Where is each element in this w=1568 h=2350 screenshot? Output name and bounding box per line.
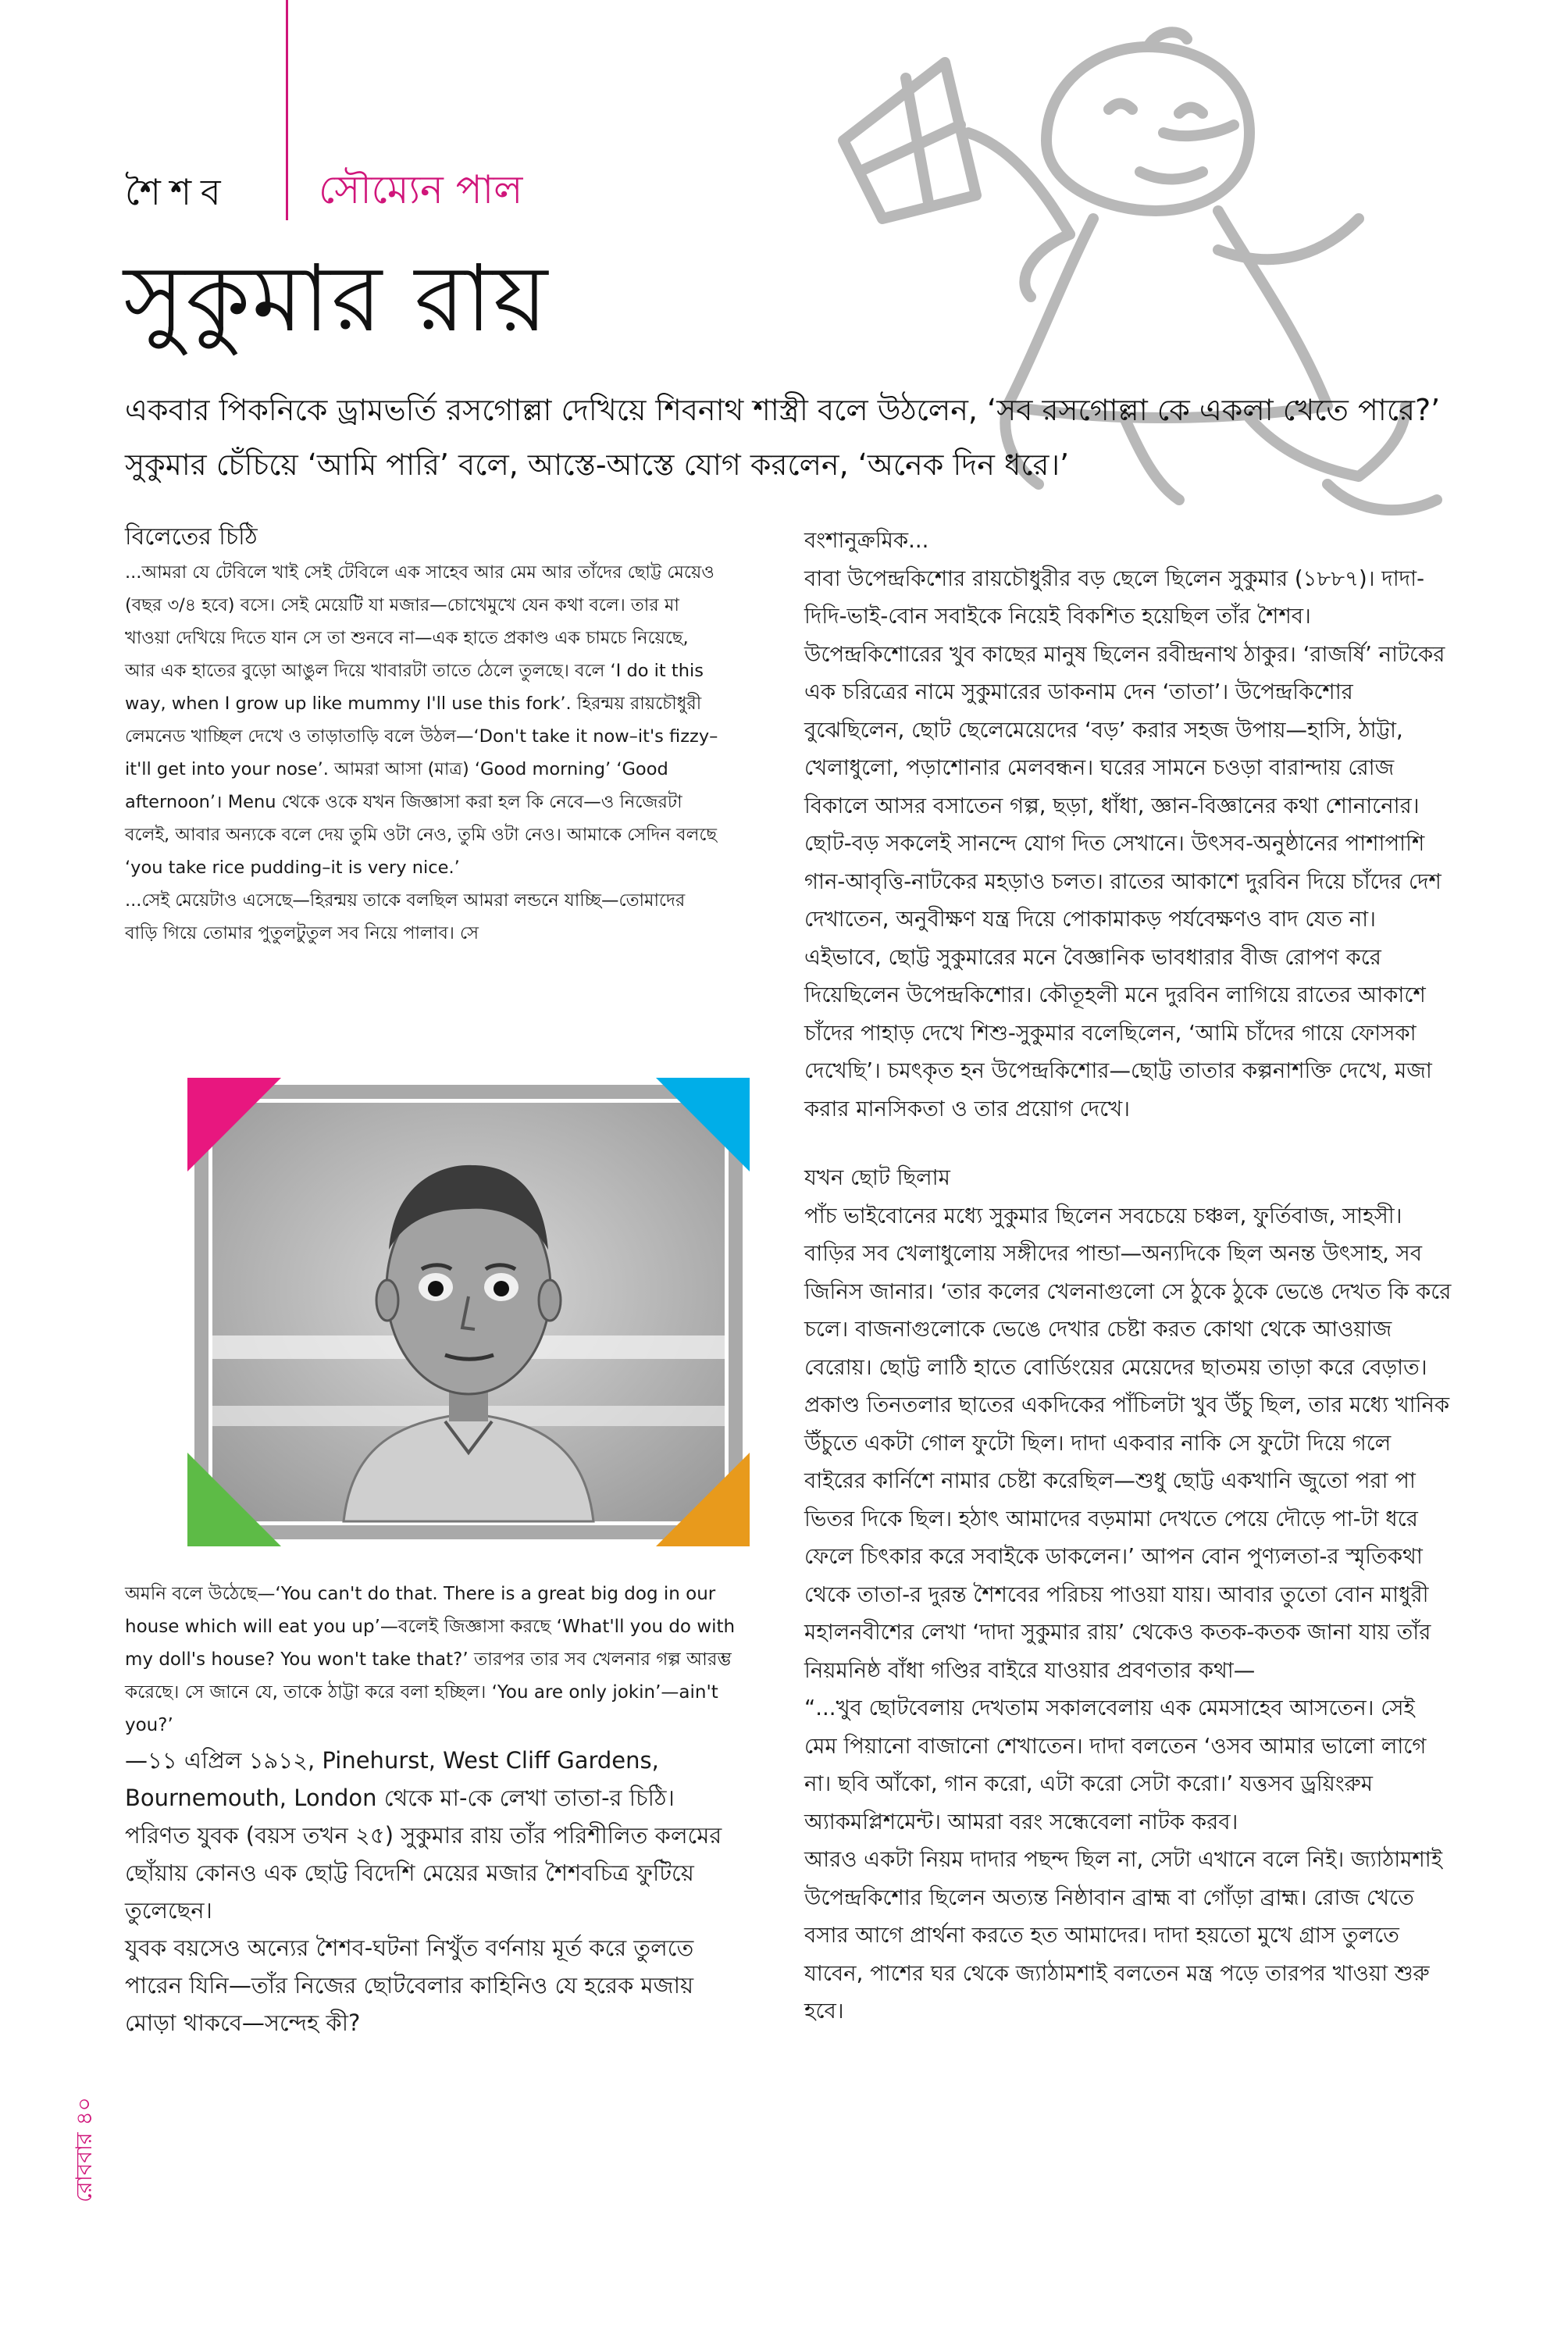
memoir-quote: “...খুব ছোটবেলায় দেখতাম সকালবেলায় এক মেমসাহেব আসতেন। সেই মেম পিয়ানো বাজানো শেখাতেন। দাদা বলতেন ‘ওসব আমার ভালো লাগে না। ছবি আঁকো, গান করো, এটা করো সেটা করো।’ যত্তসব ড্রয়িংরুম অ্যাকমপ্লিশমেন্ট। আমরা বরং সন্ধেবেলা নাটক করব। আরও একটা নিয়ম দাদার পছন্দ ছিল না, সেটা এখানে বলে নিই। জ্যাঠামশাই উপেন্দ্রকিশোর ছিলেন অত্যন্ত নিষ্ঠাবান ব্রাহ্ম বা গোঁড়া ব্রাহ্ম। রোজ খেতে বসার আগে প্রার্থনা করতে হত আমাদের। দাদা হয়তো মুখে গ্রাস তুলতে যাবেন, পাশের ঘর থেকে জ্যাঠামশাই বলতেন মন্ত্র পড়ে তারপর খাওয়া শুরু হবে। [804, 1696, 1442, 2024]
header-separator [286, 162, 288, 220]
lead-paragraph: একবার পিকনিকে ড্রামভর্তি রসগোল্লা দেখিয়ে শিবনাথ শাস্ত্রী বলে উঠলেন, ‘সব রসগোল্লা কে একলা খেতে পারে?’ সুকুমার চেঁচিয়ে ‘আমি পারি’ বলে, আস্তে-আস্তে যোগ করলেন, ‘অনেক দিন ধরে।’ [125, 393, 1441, 482]
childhood-photo [187, 1078, 750, 1546]
letter-heading: বিলেতের চিঠি [125, 523, 258, 551]
letter-continuation-column [125, 1578, 742, 2042]
section-label: শৈশব [125, 171, 230, 213]
childhood-paragraph: পাঁচ ভাইবোনের মধ্যে সুকুমার ছিলেন সবচেয়ে চঞ্চল, ফুর্তিবাজ, সাহসী। বাড়ির সব খেলাধুলোয় সঙ্গীদের পান্ডা—অন্যদিকে ছিল অনন্ত উৎসাহ, সব জিনিস জানার। ‘তার কলের খেলনাগুলো সে ঠুকে ঠুকে ভেঙে দেখত কি করে চলে। বাজনাগুলোকে ভেঙে দেখার চেষ্টা করত কোথা থেকে আওয়াজ বেরোয়। ছোট্ট লাঠি হাতে বোর্ডিংয়ের মেয়েদের ছাতময় তাড়া করে বেড়াত। প্রকাণ্ড তিনতলার ছাতের একদিকের পাঁচিলটা খুব উঁচু ছিল, তার মধ্যে খানিক উঁচুতে একটা গোল ফুটো ছিল। দাদা একবার নাকি সে ফুটো দিয়ে গলে বাইরের কার্নিশে নামার চেষ্টা করেছিল—শুধু ছোট্ট একখানি জুতো পরা পা ভিতর দিকে ছিল। হঠাৎ আমাদের বড়মামা দেখতে পেয়ে দৌড়ে পা-টা ধরে ফেলে চিৎকার করে সবাইকে ডাকলেন।’ আপন বোন পুণ্যলতা-র স্মৃতিকথা থেকে তাতা-র দুরন্ত শৈশবের পরিচয় পাওয়া যায়। আবার তুতো বোন মাধুরী মহালনবীশের লেখা ‘দাদা সুকুমার রায়’ থেকেও কতক-কতক জানা যায় তাঁর নিয়মনিষ্ঠ বাঁধা গণ্ডির বাইরে যাওয়ার প্রবণতার কথা— [804, 1203, 1452, 1683]
letter-excerpt: ...আমরা যে টেবিলে খাই সেই টেবিলে এক সাহেব আর মেম আর তাঁদের ছোট্ট মেয়েও (বছর ৩/৪ হবে) বসে। সেই মেয়েটি যা মজার—চোখেমুখে যেন কথা বলে। তার মা খাওয়া দেখিয়ে দিতে যান সে তা শুনবে না—এক হাতে প্রকাণ্ড এক চামচে নিয়েছে, আর এক হাতের বুড়ো আঙুল দিয়ে খাবারটা তাতে ঠেলে তুলছে। বলে ‘I do it this way, when I grow up like mummy I'll use this fork’. হিরন্ময় রায়চৌধুরী লেমনেড খাচ্ছিল দেখে ও তাড়াতাড়ি বলে উঠল—‘Don't take it now–it's fizzy–it'll get into your nose’. আমরা আসা (মাত্র) ‘Good morning’ ‘Good afternoon’। Menu থেকে ওকে যখন জিজ্ঞাসা করা হল কি নেবে—ও নিজেরটা বলেই, আবার অন্যকে বলে দেয় তুমি ওটা নেও, তুমি ওটা নেও। আমাকে সেদিন বলছে ‘you take rice pudding–it is very nice.’ ...সেই মেয়েটাও এসেছে—হিরন্ময় তাকে বলছিল আমরা লন্ডনে যাচ্ছি—তোমাদের বাড়ি গিয়ে তোমার পুতুলটুতুল সব নিয়ে পালাব। সে [125, 562, 718, 943]
letter-column [125, 522, 718, 950]
author-name: সৌম্যেন পাল [319, 167, 523, 212]
letter-commentary: —১১ এপ্রিল ১৯১২, Pinehurst, West Cliff Gardens, Bournemouth, London থেকে মা-কে লেখা তাতা-র চিঠি। পরিণত যুবক (বয়স তখন ২৫) সুকুমার রায় তাঁর পরিশীলিত কলমের ছোঁয়ায় কোনও এক ছোট্ট বিদেশি মেয়ের মজার শৈশবচিত্র ফুটিয়ে তুলেছেন। যুবক বয়সেও অন্যের শৈশব-ঘটনা নিখুঁত বর্ণনায় মূর্ত করে তুলতে পারেন যিনি—তাঁর নিজের ছোটবেলার কাহিনিও যে হরেক মজায় মোড়া থাকবে—সন্দেহ কী? [125, 1747, 722, 2036]
letter-ending: অমনি বলে উঠেছে—‘You can't do that. There is a great big dog in our house which will eat you up’—বলেই জিজ্ঞাসা করছে ‘What'll you do with my doll's house? You won't take that?’ তারপর তার সব খেলনার গল্প আরম্ভ করেছে। সে জানে যে, তাকে ঠাট্টা করে বলা হচ্ছিল। ‘You are only jokin’—ain't you?’ [125, 1584, 736, 1735]
childhood-heading: যখন ছোট ছিলাম [804, 1165, 950, 1190]
page-folio: রোববার ৪০ [71, 2097, 97, 2202]
heritage-paragraph: বাবা উপেন্দ্রকিশোর রায়চৌধুরীর বড় ছেলে ছিলেন সুকুমার (১৮৮৭)। দাদা-দিদি-ভাই-বোন সবাইকে নিয়েই বিকশিত হয়েছিল তাঁর শৈশব। উপেন্দ্রকিশোরের খুব কাছের মানুষ ছিলেন রবীন্দ্রনাথ ঠাকুর। ‘রাজর্ষি’ নাটকের এক চরিত্রের নামে সুকুমারের ডাকনাম দেন ‘তাতা’। উপেন্দ্রকিশোর বুঝেছিলেন, ছোট ছেলেমেয়েদের ‘বড়’ করার সহজ উপায়—হাসি, ঠাট্টা, খেলাধুলো, পড়াশোনার মেলবন্ধন। ঘরের সামনে চওড়া বারান্দায় রোজ বিকালে আসর বসাতেন গল্প, ছড়া, ধাঁধা, জ্ঞান-বিজ্ঞানের কথা শোনানোর। ছোট-বড় সকলেই সানন্দে যোগ দিত সেখানে। উৎসব-অনুষ্ঠানের পাশাপাশি গান-আবৃত্তি-নাটকের মহড়াও চলত। রাতের আকাশে দুরবিন দিয়ে চাঁদের দেশ দেখাতেন, অনুবীক্ষণ যন্ত্র দিয়ে পোকামাকড় পর্যবেক্ষণও বাদ যেত না। এইভাবে, ছোট্ট সুকুমারের মনে বৈজ্ঞানিক ভাবধারার বীজ রোপণ করে দিয়েছিলেন উপেন্দ্রকিশোর। কৌতূহলী মনে দুরবিন লাগিয়ে রাতের আকাশে চাঁদের পাহাড় দেখে শিশু-সুকুমার বলেছিলেন, ‘আমি চাঁদের গায়ে ফোসকা দেখেছি’। চমৎকৃত হন উপেন্দ্রকিশোর—ছোট্ট তাতার কল্পনাশক্তি দেখে, মজা করার মানসিকতা ও তার প্রয়োগ দেখে। [804, 565, 1445, 1122]
article-title: সুকুমার রায় [123, 244, 550, 352]
biography-column [804, 522, 1452, 2031]
heritage-heading: বংশানুক্রমিক... [804, 528, 929, 553]
